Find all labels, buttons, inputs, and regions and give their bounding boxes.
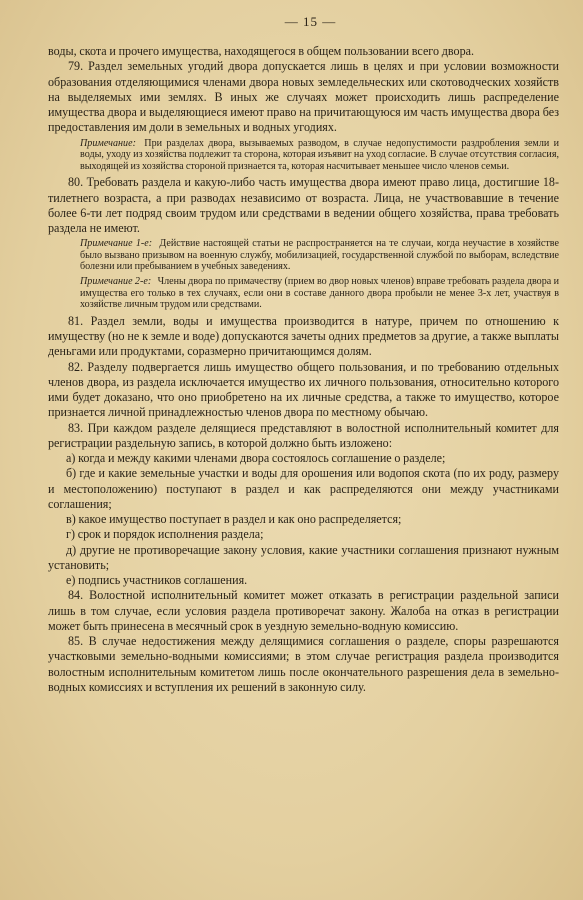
page-number: — 15 — bbox=[284, 14, 337, 29]
note-80-2 bbox=[80, 276, 559, 311]
note-text: При разделах двора, вызываемых разводом, в случае недопустимости раздробления земли и воды, уходу из хозяйства подлежит та сторона, которая изъявит на уход согласие. В случае отсутствия согласия, выходящей из хозяйства стороной признается та, которая насчитывает меньшее число членов семьи. bbox=[80, 137, 559, 172]
paragraph-80: 80. Требовать раздела и какую-либо часть имущества двора имеют право лица, достигшие 18-тилетнего возраста, а при разводах независимо от возраста. Лица, не участвовавшие в течение более 6-ти лет подряд своим трудом или средствами в ведении общего хозяйства, права требовать раздела не имеют. bbox=[48, 175, 559, 236]
paragraph-79: 79. Раздел земельных угодий двора допускается лишь в целях и при условии возможности образования отделяющимися членами двора новых земледельческих или скотоводческих хозяйств на выделяемых ими землях. В иных же случаях может происходить лишь распределение имущества двора и выделяющиеся имеют право на причитающуюся им часть имущества двора без предоставления им доли в земельных и водных угодиях. bbox=[48, 59, 559, 135]
note-text: Действие настоящей статьи не распространяется на те случаи, когда неучастие в хозяйстве было вызвано призывом на военную службу, мобилизацией, государственной службой по выборам, вследствие болезни или пребыванием в учебных заведениях. bbox=[80, 238, 559, 273]
paragraph-81: 81. Раздел земли, воды и имущества производится в натуре, причем по отношению к имуществу (но не к земле и воде) допускаются зачеты одних предметов за другие, а также выплаты деньгами или продуктами, соразмерно причитающимся долям. bbox=[48, 313, 559, 359]
list-item-83a: а) когда и между какими членами двора состоялось соглашение о разделе; bbox=[66, 451, 446, 466]
note-80-1 bbox=[80, 238, 559, 273]
paragraph-83: 83. При каждом разделе делящиеся представляют в волостной исполнительный комитет для регистрации раздельную запись, в которой должно быть изложено: bbox=[48, 420, 559, 450]
paragraph-85: 85. В случае недостижения между делящимися соглашения о разделе, споры разрешаются участковыми земельно-водными комиссиями; в этом случае регистрация раздела производится волостным исполнительным комитетом лишь после окончательного разрешения дела в земельно-водных комиссиях и вступления их решений в законную силу. bbox=[48, 634, 559, 694]
list-item-83e: д) другие не противоречащие закону условия, какие участники соглашения признают нужным установить; bbox=[48, 542, 559, 572]
note-label: Примечание 1-е: bbox=[80, 238, 153, 250]
note-label: Примечание 2-е: bbox=[80, 276, 152, 288]
list-item-83b: б) где и какие земельные участки и воды для орошения или водопоя скота (по их роду, размеру и местоположению) поступают в раздел и как распределяются они между участниками соглашения; bbox=[48, 466, 559, 511]
list-item-83c: в) какое имущество поступает в раздел и как оно распределяется; bbox=[66, 512, 402, 527]
paragraph-84: 84. Волостной исполнительный комитет может отказать в регистрации раздельной записи лишь в том случае, если условия раздела противоречат закону. Жалоба на отказ в регистрации может быть принесена в месячный срок в уездную земельно-водную комиссию. bbox=[48, 588, 559, 633]
note-text: Члены двора по примачеству (прием во двор новых членов) вправе требовать раздела двора и имущества его только в тех случаях, если они в составе данного двора пробыли не менее 3-х лет, участвуя в хозяйстве личным трудом или средствами. bbox=[80, 276, 560, 311]
document-body bbox=[48, 44, 559, 695]
note-79 bbox=[80, 138, 559, 173]
paragraph-82: 82. Разделу подвергается лишь имущество общего пользования, и по требованию отдельных членов двора, из раздела исключается имущество их личного пользования, относительно которого ими будет доказано, что оно приобретено на их личные средства, а также то имущество, которое признается личной принадлежностью членов двора по местному обычаю. bbox=[48, 359, 559, 420]
paragraph-79-continuation: воды, скота и прочего имущества, находящегося в общем пользовании всего двора. bbox=[48, 44, 475, 58]
list-item-83d: г) срок и порядок исполнения раздела; bbox=[66, 527, 264, 542]
list-item-83f: е) подпись участников соглашения. bbox=[66, 573, 248, 588]
note-label: Примечание: bbox=[80, 137, 136, 149]
